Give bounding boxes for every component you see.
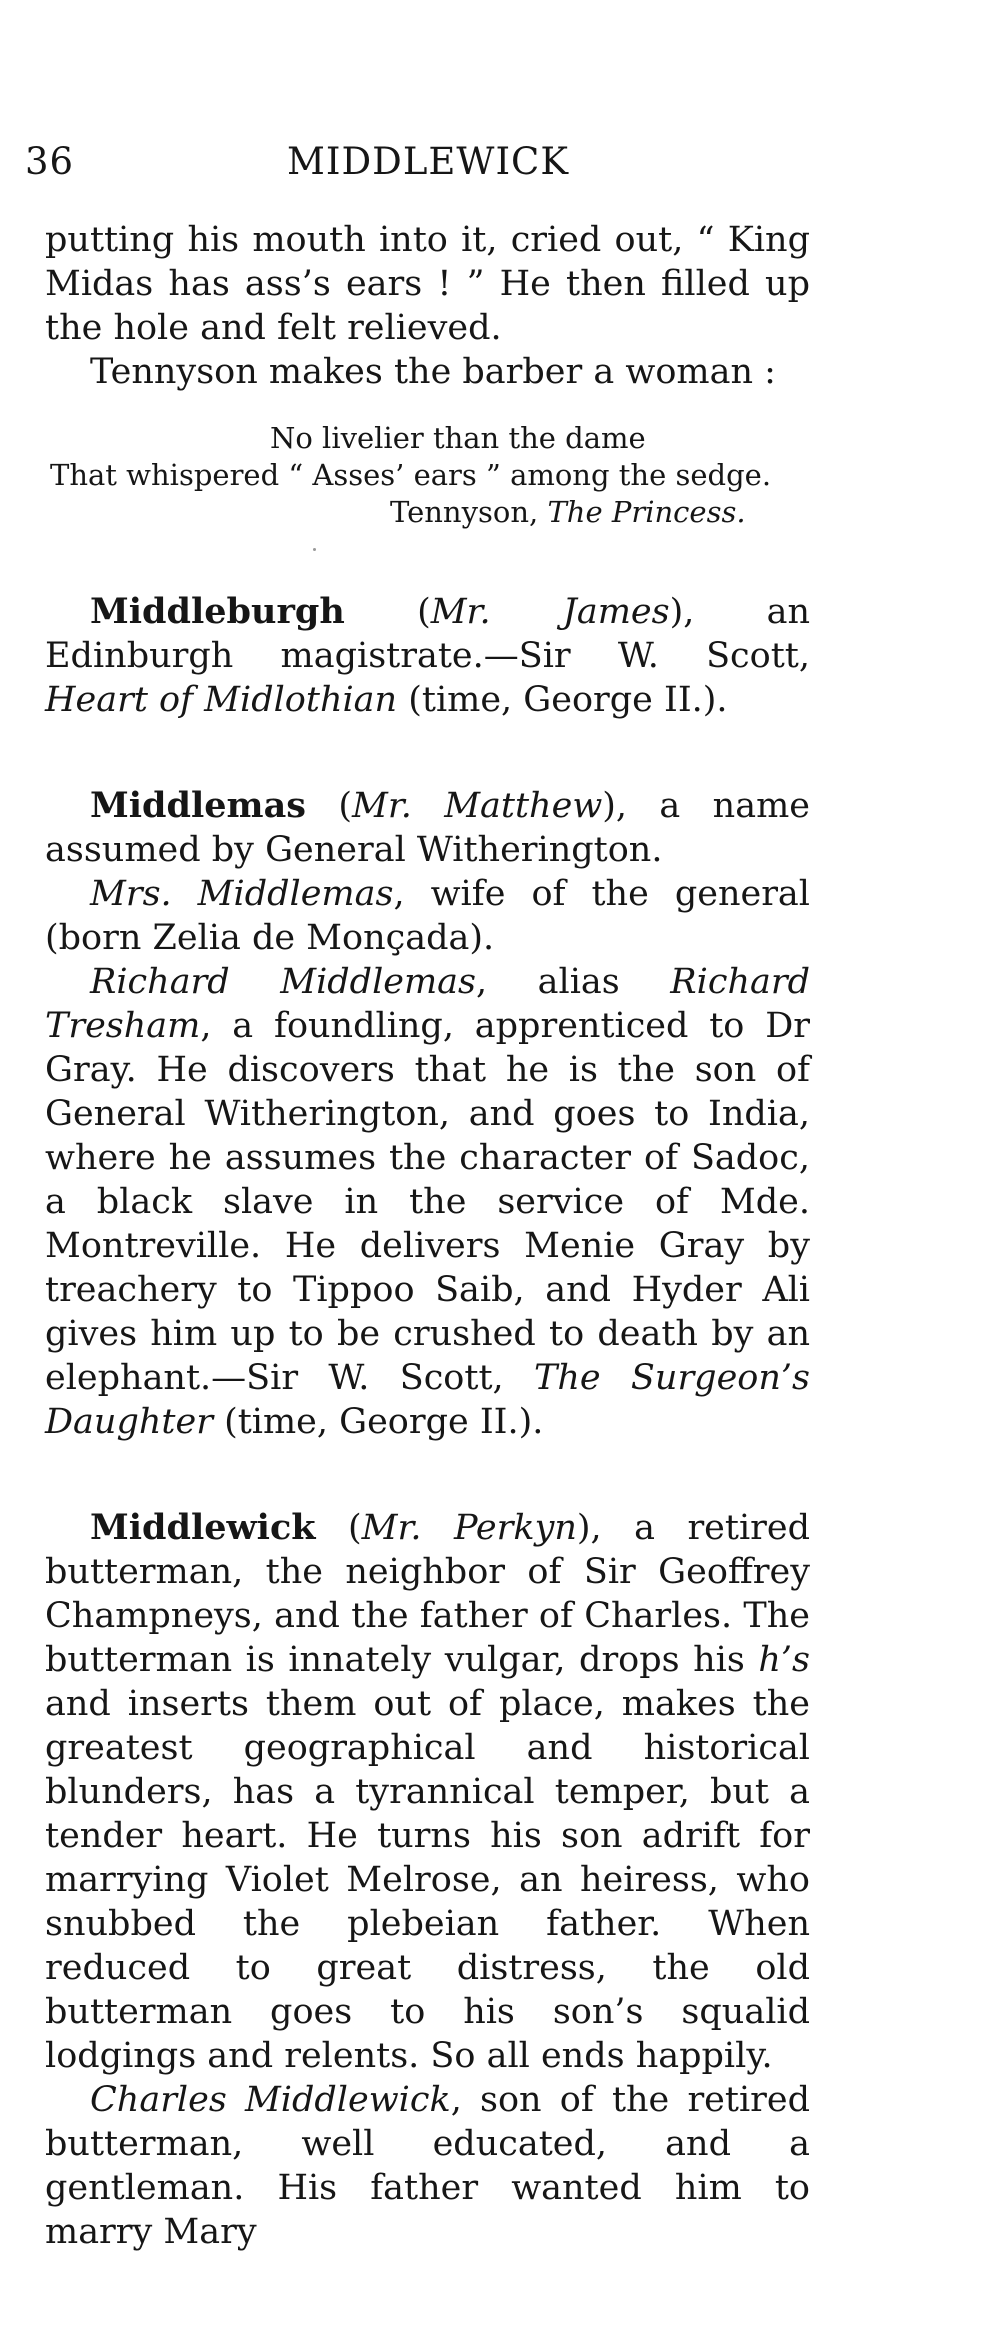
- entry-middlemas: Middlemas (Mr. Matthew), a name assumed by General Witherington. Mrs. Middlemas, wife of the general (born Zelia de Monçada). Richard Middlemas, alias Richard Tresham, a foundling, apprenticed to Dr Gray. He discovers that he is the son of General Witherington, and goes to India, where he assumes the character of Sadoc, a black slave in the service of Mde. Montreville. He delivers Menie Gray by treachery to Tippoo Saib, and Hyder Ali gives him up to be crushed to death by an elephant.—Sir W. Scott, The Surgeon’s Daughter (time, George II.).: [45, 785, 810, 1442]
- page-number: 36: [25, 140, 75, 183]
- intro-paragraph: putting his mouth into it, cried out, “ King Midas has ass’s ears ! ” He then filled up the hole and felt relieved.: [45, 220, 810, 348]
- headword: Middlemas: [90, 785, 306, 826]
- headword: Middlewick: [90, 1507, 316, 1548]
- work-title: The Surgeon’s Daughter: [45, 1358, 810, 1442]
- sub-entry-name: Charles Middlewick: [90, 2080, 451, 2120]
- verse-line-1: No livelier than the dame: [270, 421, 646, 455]
- sub-entry-name: Richard Middlemas: [90, 962, 476, 1002]
- sub-entry-name: Mrs. Middlemas: [90, 874, 394, 914]
- intro-text: [45, 218, 810, 394]
- entry-name: Mr. Perkyn: [361, 1508, 577, 1548]
- intro-paragraph-tennyson: Tennyson makes the barber a woman :: [90, 352, 776, 392]
- entry-name: Mr. Matthew: [352, 786, 603, 826]
- running-title: MIDDLEWICK: [287, 140, 570, 183]
- verse-quotation: [50, 420, 820, 531]
- entry-middlewick: Middlewick (Mr. Perkyn), a retired butterman, the neighbor of Sir Geoffrey Champneys, and the father of Charles. The butterman is innately vulgar, drops his h’s and inserts them out of place, makes the greatest geographical and historical blunders, has a tyrannical temper, but a tender heart. He turns his son adrift for marrying Violet Melrose, an heiress, who snubbed the plebeian father. When reduced to great distress, the old butterman goes to his son’s squalid lodgings and relents. So all ends happily. Charles Middlewick, son of the retired butterman, well educated, and a gentleman. His father wanted him to marry Mary: [45, 1507, 811, 2252]
- attribution-author: Tennyson,: [390, 495, 548, 529]
- work-title: Heart of Midlothian: [45, 680, 398, 720]
- alias-name: Richard Tresham: [45, 962, 810, 1046]
- verse-attribution: [50, 494, 820, 531]
- entry-middleburgh: Middleburgh (Mr. James), an Edinburgh magistrate.—Sir W. Scott, Heart of Midlothian (time, George II.).: [45, 591, 810, 720]
- running-header: [25, 132, 785, 192]
- entry-name: Mr. James: [430, 592, 670, 632]
- headword: Middleburgh: [90, 591, 345, 632]
- speck: [313, 548, 316, 551]
- verse-line-2: That whispered “ Asses’ ears ” among the sedge.: [50, 458, 772, 492]
- attribution-work: The Princess.: [547, 495, 746, 529]
